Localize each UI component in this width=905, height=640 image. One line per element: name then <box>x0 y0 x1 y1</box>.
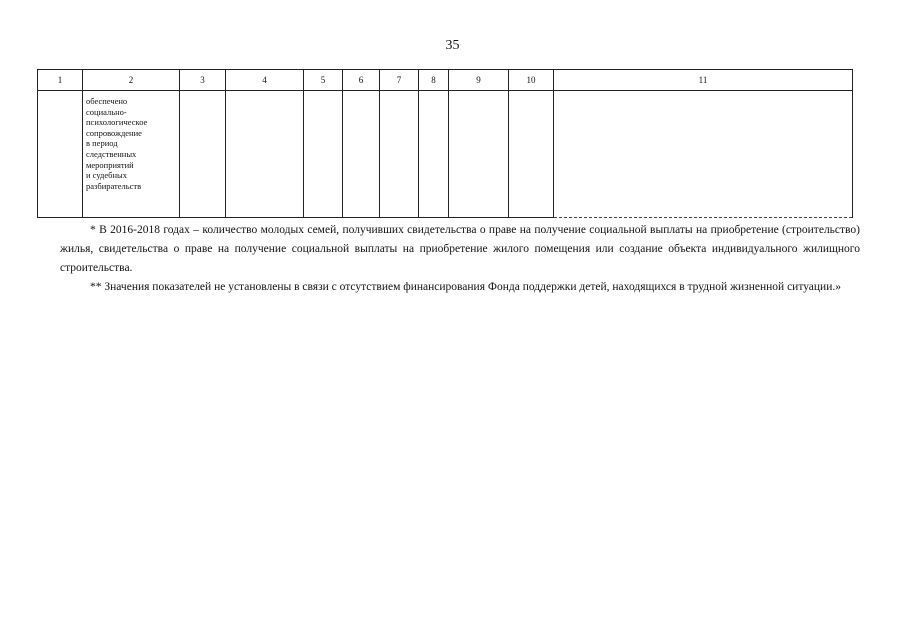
table-cell <box>226 91 304 218</box>
indicator-name-line: в период <box>86 138 118 149</box>
indicator-name-line: и судебных <box>86 170 127 181</box>
table-cell <box>304 91 343 218</box>
column-number-header: 2 <box>83 70 180 91</box>
table-row <box>38 91 853 218</box>
indicator-name-line: сопровождение <box>86 127 142 138</box>
indicator-name-line: психологическое <box>86 117 148 128</box>
indicator-name-line: обеспечено <box>86 96 128 106</box>
table-cell <box>419 91 449 218</box>
table-cell <box>449 91 509 218</box>
column-number-header: 11 <box>554 70 853 91</box>
column-number-header: 6 <box>343 70 380 91</box>
column-number-header: 8 <box>419 70 449 91</box>
table-header-row <box>38 70 853 91</box>
page-number: 35 <box>445 38 460 53</box>
column-number-header: 4 <box>226 70 304 91</box>
column-number-header: 7 <box>380 70 419 91</box>
indicator-name-line: разбирательств <box>86 180 142 191</box>
column-number-header: 9 <box>449 70 509 91</box>
indicator-name-cell <box>83 91 180 218</box>
table-cell <box>38 91 83 218</box>
footnotes <box>60 221 860 297</box>
column-number-header: 5 <box>304 70 343 91</box>
table-cell <box>380 91 419 218</box>
table-cell <box>180 91 226 218</box>
column-number-header: 3 <box>180 70 226 91</box>
indicator-name-line: следственных <box>86 148 137 159</box>
column-number-header: 10 <box>509 70 554 91</box>
indicator-name-line: социально- <box>86 106 127 117</box>
footnote-2: ** Значения показателей не установлены в связи с отсутствием финансирования Фонда поддержки детей, находящихся в трудной жизненной ситуации.» <box>90 281 841 293</box>
indicator-name-line: мероприятий <box>86 159 134 170</box>
footnote-1: * В 2016-2018 годах – количество молодых семей, получивших свидетельства о праве на получение социальной выплаты на приобретение (строительство) жилья, свидетельства о праве на получение социальной выплаты на приобретение жилого помещения или создание объекта индивидуального жилищного строительства. <box>60 224 860 274</box>
table-cell <box>509 91 554 218</box>
table-cell <box>343 91 380 218</box>
indicators-table <box>37 69 853 218</box>
table-cell <box>554 91 853 218</box>
column-number-header: 1 <box>38 70 83 91</box>
